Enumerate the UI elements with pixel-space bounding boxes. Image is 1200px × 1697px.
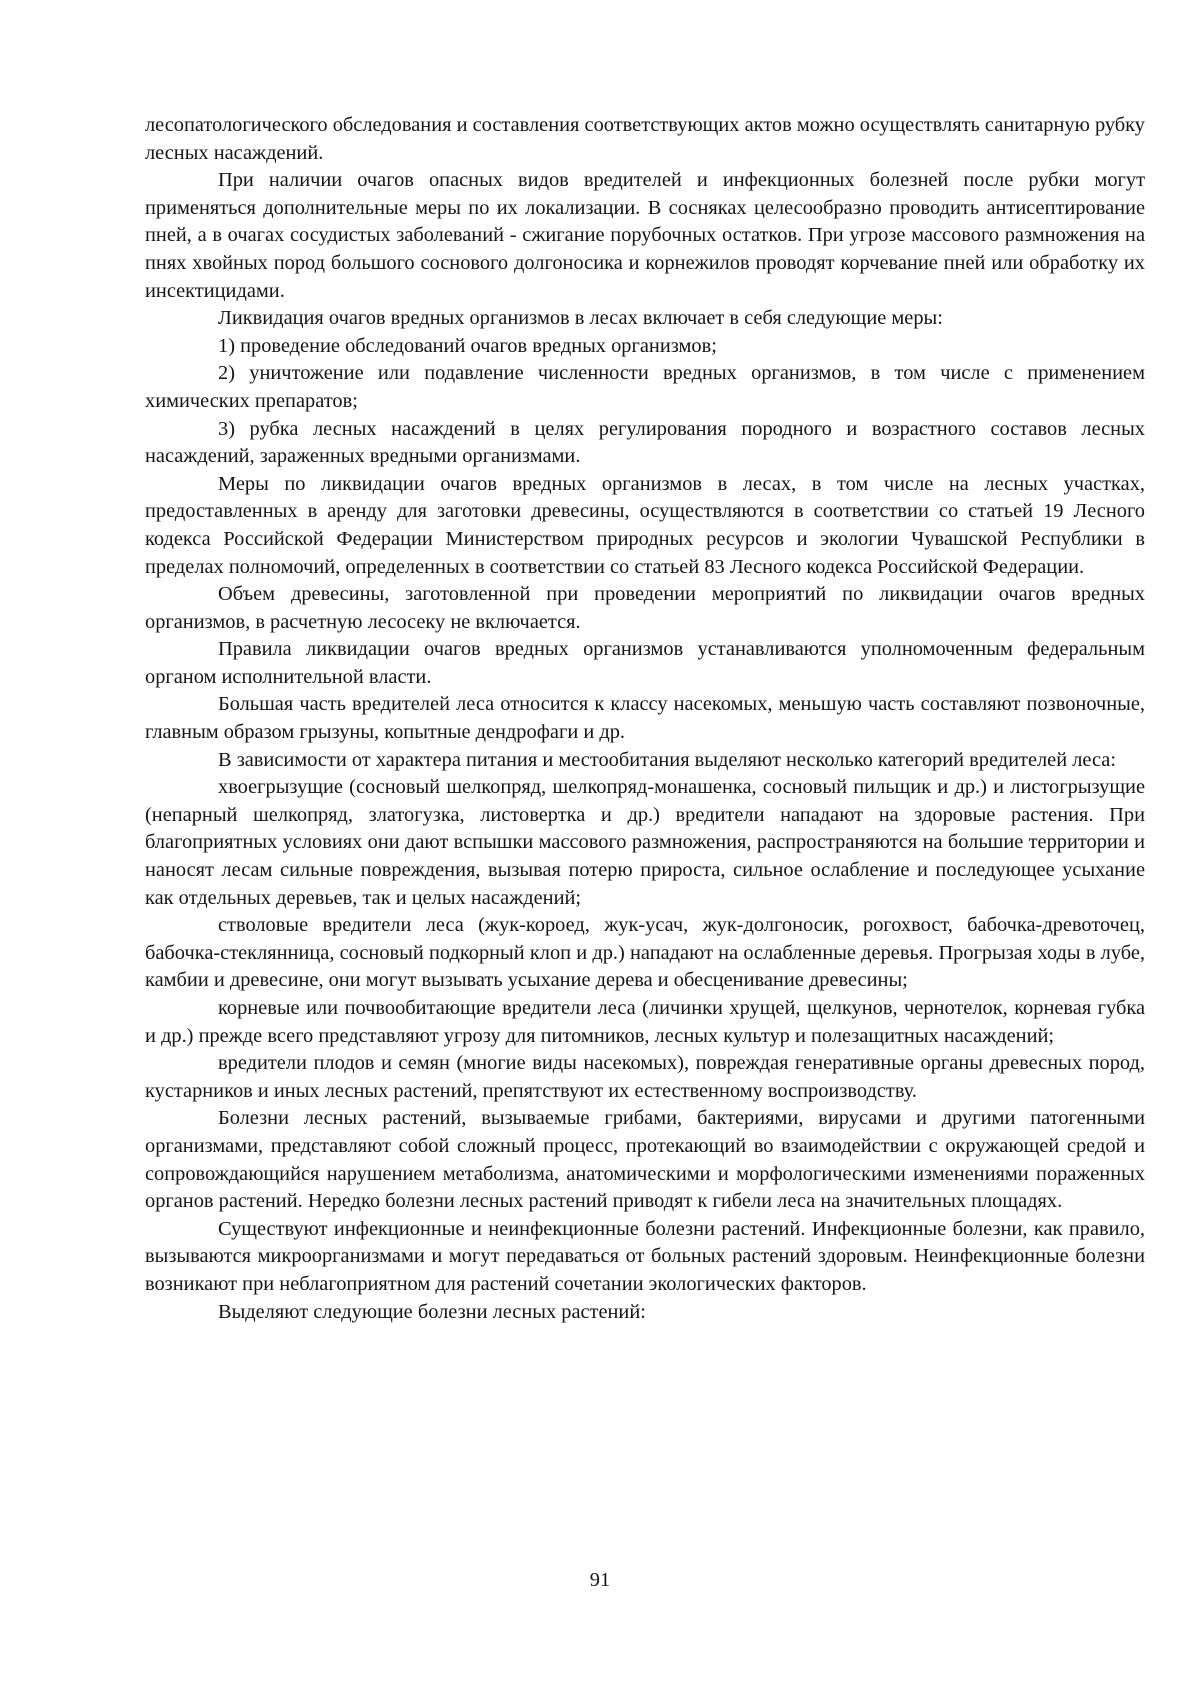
paragraph-liquidation-intro: Ликвидация очагов вредных организмов в лесах включает в себя следующие меры: (218, 307, 943, 330)
list-item-1: 1) проведение обследований очагов вредных организмов; (218, 334, 717, 357)
paragraph-stem-pests: стволовые вредители леса (жук-короед, жук-усач, жук-долгоносик, рогохвост, бабочка-древоточец, бабочка-стеклянница, сосновый подкорный клоп и др.) нападают на ослабленные деревья. Прогрызая ходы в лубе, камбии и древесине, они могут вызывать усыхание дерева и обесценивание древесины; (145, 914, 1145, 992)
paragraph-seed-pests: вредители плодов и семян (многие виды насекомых), повреждая генеративные органы древесных пород, кустарников и иных лесных растений, препятствуют их естественному воспроизводству. (145, 1052, 1145, 1102)
page-number: 91 (589, 1569, 611, 1591)
paragraph-legal-basis: Меры по ликвидации очагов вредных организмов в лесах, в том числе на лесных участках, предоставленных в аренду для заготовки древесины, осуществляются в соответствии со статьей 19 Лесного кодекса Российской Федерации Министерством природных ресурсов и экологии Чувашской Республики в пределах полномочий, определенных в соответствии со статьей 83 Лесного кодекса Российской Федерации. (145, 472, 1145, 578)
paragraph-plant-diseases: Болезни лесных растений, вызываемые грибами, бактериями, вирусами и другими патогенными организмами, представляют собой сложный процесс, протекающий во взаимодействии с окружающей средой и сопровождающийся нарушением метаболизма, анатомическими и морфологическими изменениями пораженных органов растений. Нередко болезни лесных растений приводят к гибели леса на значительных площадях. (145, 1107, 1145, 1213)
paragraph-root-pests: корневые или почвообитающие вредители леса (личинки хрущей, щелкунов, чернотелок, корневая губка и др.) прежде всего представляют угрозу для питомников, лесных культур и полезащитных насаждений; (145, 997, 1145, 1047)
paragraph-continuation: лесопатологического обследования и составления соответствующих актов можно осуществлять санитарную рубку лесных насаждений. (145, 114, 1145, 164)
paragraph-rules: Правила ликвидации очагов вредных организмов устанавливаются уполномоченным федеральным органом исполнительной власти. (145, 638, 1145, 688)
paragraph-pest-classes: Большая часть вредителей леса относится к классу насекомых, меньшую часть составляют позвоночные, главным образом грызуны, копытные дендрофаги и др. (145, 693, 1145, 744)
paragraph-pest-categories-intro: В зависимости от характера питания и местообитания выделяют несколько категорий вредителей леса: (218, 748, 1116, 771)
paragraph-needle-leaf-pests: хвоегрызущие (сосновый шелкопряд, шелкопряд-монашенка, сосновый пильщик и др.) и листогрызущие (непарный шелкопряд, златогузка, листовертка и др.) вредители нападают на здоровые растения. При благоприятных условиях они дают вспышки массового размножения, распространяются на большие территории и наносят лесам сильные повреждения, вызывая потерю прироста, сильное ослабление и последующее усыхание как отдельных деревьев, так и целых насаждений; (145, 776, 1145, 909)
paragraph-localization-measures: При наличии очагов опасных видов вредителей и инфекционных болезней после рубки могут применяться дополнительные меры по их локализации. В сосняках целесообразно проводить антисептирование пней, а в очагах сосудистых заболеваний - сжигание порубочных остатков. При угрозе массового размножения на пнях хвойных пород большого соснового долгоносика и корнежилов проводят корчевание пней или обработку их инсектицидами. (145, 169, 1145, 302)
list-item-2: 2) уничтожение или подавление численности вредных организмов, в том числе с применением химических препаратов; (145, 362, 1145, 412)
paragraph-disease-types: Существуют инфекционные и неинфекционные болезни растений. Инфекционные болезни, как правило, вызываются микроорганизмами и могут передаваться от больных растений здоровым. Неинфекционные болезни возникают при неблагоприятном для растений сочетании экологических факторов. (145, 1217, 1145, 1295)
list-item-3: 3) рубка лесных насаждений в целях регулирования породного и возрастного составов лесных насаждений, зараженных вредными организмами. (145, 417, 1145, 468)
paragraph-wood-volume: Объем древесины, заготовленной при проведении мероприятий по ликвидации очагов вредных организмов, в расчетную лесосеку не включается. (145, 583, 1145, 633)
document-body (145, 112, 1145, 1326)
paragraph-disease-list-intro: Выделяют следующие болезни лесных растений: (218, 1300, 646, 1323)
